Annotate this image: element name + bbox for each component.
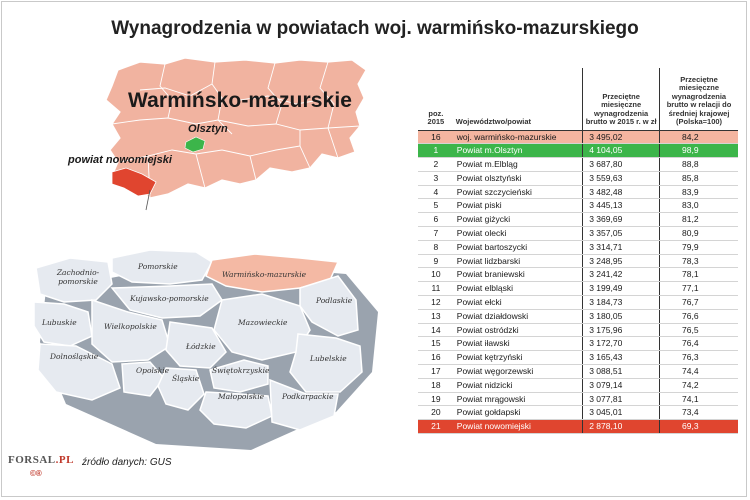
region-label-kujawsko-pomorskie: Kujawsko-pomorskie — [130, 294, 209, 303]
cell-name: Powiat iławski — [454, 337, 583, 351]
cell-name: Powiat mrągowski — [454, 392, 583, 406]
cell-name: Powiat ełcki — [454, 296, 583, 310]
cell-relative: 74,1 — [660, 392, 738, 406]
cell-rank: 13 — [418, 309, 454, 323]
cell-relative: 76,5 — [660, 323, 738, 337]
voivodeship-label: Warmińsko-mazurskie — [128, 89, 353, 112]
cell-rank: 7 — [418, 227, 454, 241]
cell-rank: 18 — [418, 378, 454, 392]
cell-wage: 3 369,69 — [583, 213, 660, 227]
cell-rank: 1 — [418, 144, 454, 158]
cell-wage: 2 878,10 — [583, 420, 660, 434]
table-row — [418, 351, 738, 365]
table-body — [418, 130, 738, 434]
cell-wage: 3 165,43 — [583, 351, 660, 365]
region-label-zachodniopomorskie: Zachodnio-pomorskie — [56, 268, 100, 286]
forsal-logo — [8, 454, 74, 466]
cell-name: Powiat nowomiejski — [454, 420, 583, 434]
region-label-dolnoslaskie: Dolnośląskie — [50, 352, 99, 361]
voivodeship-map — [106, 58, 366, 210]
cell-relative: 85,8 — [660, 171, 738, 185]
cell-rank: 16 — [418, 130, 454, 144]
cell-name: woj. warmińsko-mazurskie — [454, 130, 583, 144]
cell-name: Powiat elbląski — [454, 282, 583, 296]
cell-rank: 9 — [418, 254, 454, 268]
cell-wage: 3 088,51 — [583, 365, 660, 379]
cell-wage: 3 357,05 — [583, 227, 660, 241]
cell-rank: 19 — [418, 392, 454, 406]
cell-rank: 8 — [418, 240, 454, 254]
cell-name: Powiat braniewski — [454, 268, 583, 282]
cell-name: Powiat olecki — [454, 227, 583, 241]
region-label-podkarpackie: Podkarpackie — [282, 392, 334, 401]
logo-badge-icon: ©® — [30, 469, 42, 478]
header-relative: Przeciętne miesięczne wynagrodzenia brutto w relacji do średniej krajowej (Polska=100) — [660, 68, 738, 130]
region-label-slaskie: Śląskie — [172, 374, 200, 383]
cell-name: Powiat gołdapski — [454, 406, 583, 420]
cell-relative: 80,9 — [660, 227, 738, 241]
table-row — [418, 420, 738, 434]
cell-name: Powiat nidzicki — [454, 378, 583, 392]
header-name: Województwo/powiat — [455, 117, 532, 126]
cell-wage: 3 199,49 — [583, 282, 660, 296]
cell-relative: 76,6 — [660, 309, 738, 323]
region-label-malopolskie: Małopolskie — [218, 392, 265, 401]
region-label-swietokrzyskie: Świętokrzyskie — [212, 366, 270, 375]
cell-rank: 10 — [418, 268, 454, 282]
cell-relative: 79,9 — [660, 240, 738, 254]
table-row — [418, 240, 738, 254]
cell-relative: 76,7 — [660, 296, 738, 310]
cell-name: Powiat bartoszycki — [454, 240, 583, 254]
cell-wage: 3 184,73 — [583, 296, 660, 310]
region-label-lubuskie: Lubuskie — [42, 318, 77, 327]
table-row — [418, 158, 738, 172]
cell-relative: 74,2 — [660, 378, 738, 392]
region-label-lubelskie: Lubelskie — [310, 354, 347, 363]
table-row — [418, 337, 738, 351]
cell-rank: 14 — [418, 323, 454, 337]
table-row — [418, 406, 738, 420]
cell-rank: 6 — [418, 213, 454, 227]
logo-main: FORSAL — [8, 454, 56, 466]
cell-relative: 83,0 — [660, 199, 738, 213]
cell-rank: 17 — [418, 365, 454, 379]
table-row — [418, 309, 738, 323]
table-row — [418, 130, 738, 144]
cell-rank: 21 — [418, 420, 454, 434]
region-label-warminsko-mazurskie: Warmińsko-mazurskie — [222, 270, 307, 279]
cell-wage: 3 445,13 — [583, 199, 660, 213]
cell-relative: 83,9 — [660, 185, 738, 199]
cell-wage: 3 079,14 — [583, 378, 660, 392]
cell-wage: 3 241,42 — [583, 268, 660, 282]
region-label-podlaskie: Podlaskie — [316, 296, 353, 305]
cell-relative: 76,4 — [660, 337, 738, 351]
cell-relative: 76,3 — [660, 351, 738, 365]
cell-name: Powiat olsztyński — [454, 171, 583, 185]
cell-rank: 15 — [418, 337, 454, 351]
cell-name: Powiat węgorzewski — [454, 365, 583, 379]
cell-rank: 20 — [418, 406, 454, 420]
cell-relative: 88,8 — [660, 158, 738, 172]
header-rank: poz. 2015 — [427, 108, 445, 126]
cell-wage: 3 180,05 — [583, 309, 660, 323]
region-label-wielkopolskie: Wielkopolskie — [104, 322, 157, 331]
table-row — [418, 199, 738, 213]
cell-name: Powiat szczycieński — [454, 185, 583, 199]
cell-rank: 11 — [418, 282, 454, 296]
cell-rank: 2 — [418, 158, 454, 172]
table-row — [418, 213, 738, 227]
cell-rank: 4 — [418, 185, 454, 199]
table-row — [418, 185, 738, 199]
county-label: powiat nowomiejski — [68, 154, 172, 166]
cell-name: Powiat działdowski — [454, 309, 583, 323]
cell-wage: 3 314,71 — [583, 240, 660, 254]
cell-name: Powiat m.Elbląg — [454, 158, 583, 172]
region-label-mazowieckie: Mazowieckie — [238, 318, 288, 327]
table-row — [418, 254, 738, 268]
cell-wage: 3 077,81 — [583, 392, 660, 406]
table-row — [418, 365, 738, 379]
cell-name: Powiat m.Olsztyn — [454, 144, 583, 158]
cell-relative: 81,2 — [660, 213, 738, 227]
logo-tld: .PL — [55, 454, 74, 466]
table-row — [418, 392, 738, 406]
table-row — [418, 227, 738, 241]
cell-relative: 78,1 — [660, 268, 738, 282]
table-row — [418, 323, 738, 337]
cell-name: Powiat lidzbarski — [454, 254, 583, 268]
table-header-row — [418, 68, 738, 130]
cell-wage: 3 482,48 — [583, 185, 660, 199]
cell-name: Powiat kętrzyński — [454, 351, 583, 365]
cell-wage: 3 495,02 — [583, 130, 660, 144]
page-title: Wynagrodzenia w powiatach woj. warmińsko-mazurskiego — [111, 18, 639, 39]
header-wage: Przeciętne miesięczne wynagrodzenia brutto w 2015 r. w zł — [583, 68, 660, 130]
cell-relative: 73,4 — [660, 406, 738, 420]
cell-rank: 3 — [418, 171, 454, 185]
table-row — [418, 378, 738, 392]
cell-rank: 5 — [418, 199, 454, 213]
cell-relative: 84,2 — [660, 130, 738, 144]
region-label-opolskie: Opolskie — [136, 366, 170, 375]
cell-relative: 69,3 — [660, 420, 738, 434]
table-row — [418, 282, 738, 296]
table-row — [418, 296, 738, 310]
region-label-pomorskie: Pomorskie — [138, 262, 178, 271]
table-row — [418, 144, 738, 158]
cell-wage: 4 104,05 — [583, 144, 660, 158]
cell-relative: 98,9 — [660, 144, 738, 158]
table-row — [418, 268, 738, 282]
cell-wage: 3 248,95 — [583, 254, 660, 268]
olsztyn-label: Olsztyn — [188, 123, 228, 135]
cell-rank: 16 — [418, 351, 454, 365]
wages-table-container — [418, 68, 738, 434]
cell-name: Powiat giżycki — [454, 213, 583, 227]
cell-wage: 3 559,63 — [583, 171, 660, 185]
cell-relative: 78,3 — [660, 254, 738, 268]
cell-relative: 77,1 — [660, 282, 738, 296]
cell-wage: 3 045,01 — [583, 406, 660, 420]
cell-wage: 3 175,96 — [583, 323, 660, 337]
cell-name: Powiat piski — [454, 199, 583, 213]
cell-wage: 3 172,70 — [583, 337, 660, 351]
table-row — [418, 171, 738, 185]
cell-name: Powiat ostródzki — [454, 323, 583, 337]
cell-relative: 74,4 — [660, 365, 738, 379]
region-label-lodzkie: Łódzkie — [186, 342, 216, 351]
wages-table — [418, 68, 738, 434]
cell-wage: 3 687,80 — [583, 158, 660, 172]
cell-rank: 12 — [418, 296, 454, 310]
source-note: źródło danych: GUS — [82, 457, 172, 468]
